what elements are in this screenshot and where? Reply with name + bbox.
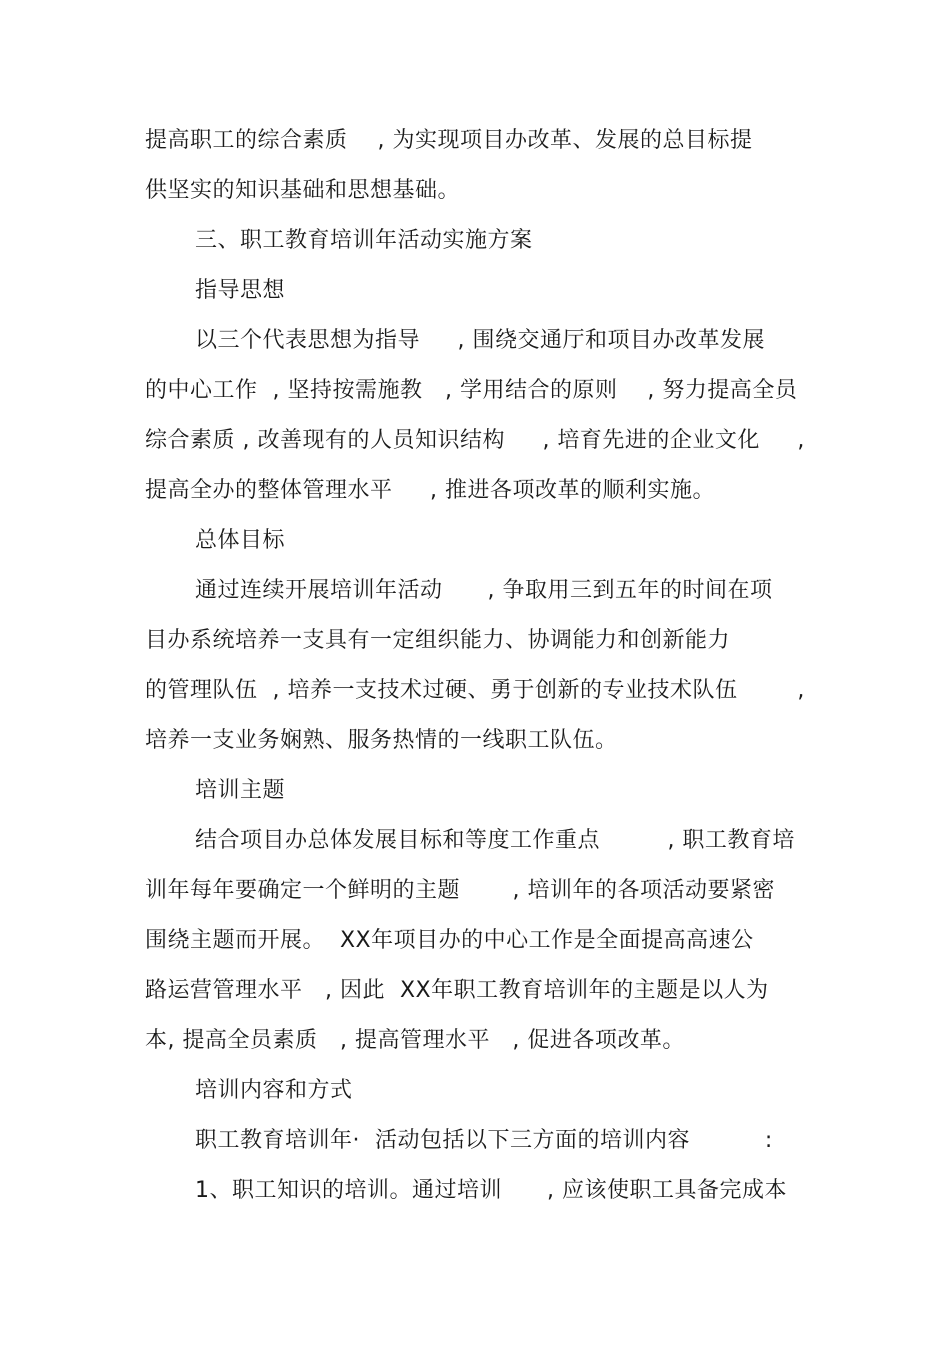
paragraph-line: 通过连续开展培训年活动 , 争取用三到五年的时间在项 [195, 578, 773, 603]
paragraph-line: 职工教育培训年· 活动包括以下三方面的培训内容 : [195, 1128, 773, 1153]
subsection-heading: 培训内容和方式 [195, 1078, 353, 1103]
paragraph-line: 提高全办的整体管理水平 , 推进各项改革的顺利实施。 [145, 478, 715, 503]
paragraph-line: 提高职工的综合素质 , 为实现项目办改革、发展的总目标提 [145, 128, 753, 153]
paragraph-line: 的管理队伍 , 培养一支技术过硬、勇于创新的专业技术队伍 , [145, 678, 805, 703]
paragraph-line: 培养一支业务娴熟、服务热情的一线职工队伍。 [145, 728, 618, 753]
paragraph-line: 路运营管理水平 , 因此 XX年职工教育培训年的主题是以人为 [145, 978, 769, 1003]
paragraph-line: 目办系统培养一支具有一定组织能力、协调能力和创新能力 [145, 628, 731, 653]
paragraph-line: 本, 提高全员素质 , 提高管理水平 , 促进各项改革。 [145, 1028, 685, 1053]
paragraph-line: 围绕主题而开展。 XX年项目办的中心工作是全面提高高速公 [145, 928, 754, 953]
subsection-heading: 培训主题 [195, 778, 286, 803]
section-heading: 三、职工教育培训年活动实施方案 [195, 228, 533, 253]
paragraph-line: 结合项目办总体发展目标和等度工作重点 , 职工教育培 [195, 828, 795, 853]
subsection-heading: 指导思想 [195, 278, 286, 303]
paragraph-line: 训年每年要确定一个鲜明的主题 , 培训年的各项活动要紧密 [145, 878, 775, 903]
paragraph-line: 综合素质 , 改善现有的人员知识结构 , 培育先进的企业文化 , [145, 428, 805, 453]
subsection-heading: 总体目标 [195, 528, 286, 553]
paragraph-line: 的中心工作 , 坚持按需施教 , 学用结合的原则 , 努力提高全员 [145, 378, 798, 403]
paragraph-line: 以三个代表思想为指导 , 围绕交通厅和项目办改革发展 [195, 328, 765, 353]
paragraph-line: 1、职工知识的培训。通过培训 , 应该使职工具备完成本 [195, 1178, 787, 1203]
paragraph-line: 供坚实的知识基础和思想基础。 [145, 178, 461, 203]
